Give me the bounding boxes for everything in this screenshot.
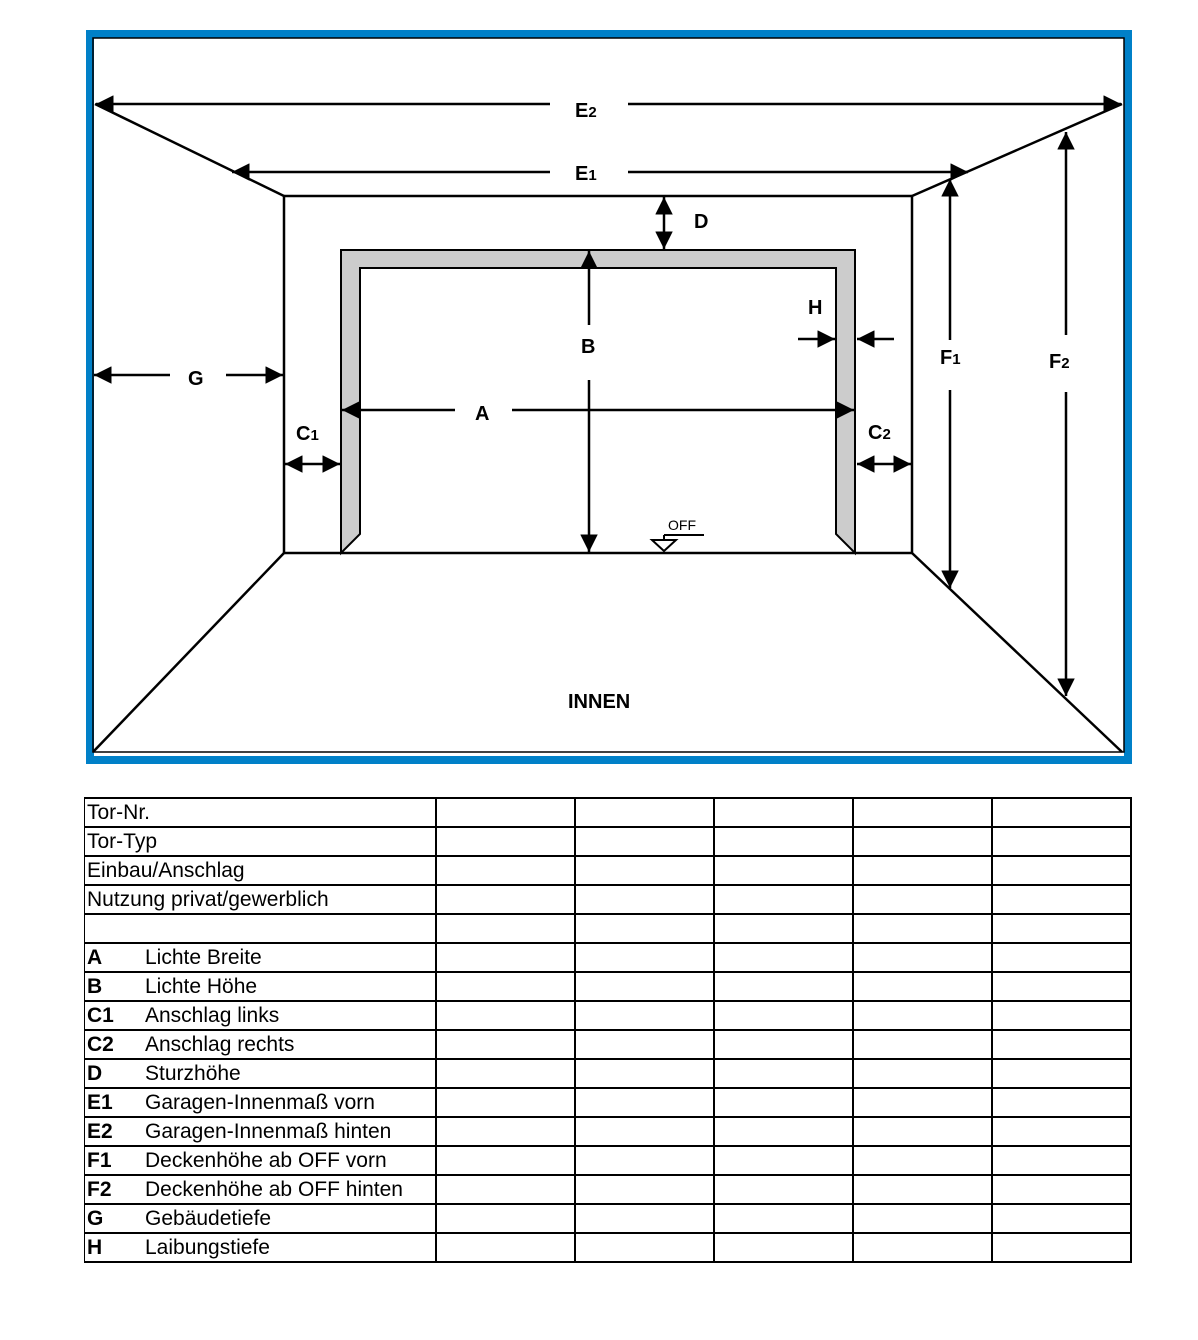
value-cell[interactable] [853,1030,992,1059]
value-cell[interactable] [436,1233,575,1262]
measurement-table [84,797,1132,1263]
row-label-cell [85,856,437,885]
dimension-code: D [87,1062,103,1085]
table-row [85,856,1132,885]
value-cell[interactable] [853,914,992,943]
label-off: OFF [668,517,696,533]
value-cell[interactable] [714,1204,853,1233]
table-row [85,914,1132,943]
value-cell[interactable] [436,972,575,1001]
value-cell[interactable] [714,1175,853,1204]
value-cell[interactable] [853,1059,992,1088]
row-label: Nutzung privat/gewerblich [87,888,329,911]
value-cell[interactable] [853,885,992,914]
label-f1: F1 [940,347,961,369]
value-cell[interactable] [992,856,1131,885]
value-cell[interactable] [436,1204,575,1233]
row-label-cell [85,1001,437,1030]
label-c2: C2 [868,422,891,444]
value-cell[interactable] [436,1175,575,1204]
value-cell[interactable] [853,1117,992,1146]
value-cell[interactable] [714,1001,853,1030]
table-row [85,1088,1132,1117]
value-cell[interactable] [992,827,1131,856]
value-cell[interactable] [714,1030,853,1059]
table-row [85,885,1132,914]
dimension-code: A [87,946,103,969]
dimension-code: H [87,1236,103,1259]
row-label: Garagen-Innenmaß vorn [145,1091,375,1114]
value-cell[interactable] [714,1146,853,1175]
value-cell[interactable] [853,798,992,827]
value-cell[interactable] [436,856,575,885]
value-cell[interactable] [436,1088,575,1117]
value-cell[interactable] [992,914,1131,943]
value-cell[interactable] [992,1146,1131,1175]
value-cell[interactable] [714,798,853,827]
value-cell[interactable] [853,1146,992,1175]
value-cell[interactable] [436,885,575,914]
row-label-cell [85,943,437,972]
value-cell[interactable] [575,1030,714,1059]
value-cell[interactable] [992,1117,1131,1146]
value-cell[interactable] [575,798,714,827]
value-cell[interactable] [436,1030,575,1059]
value-cell[interactable] [714,972,853,1001]
value-cell[interactable] [853,943,992,972]
row-label-cell [85,914,437,943]
value-cell[interactable] [714,1059,853,1088]
value-cell[interactable] [436,1001,575,1030]
value-cell[interactable] [992,798,1131,827]
value-cell[interactable] [992,972,1131,1001]
value-cell[interactable] [853,856,992,885]
row-label: Laibungstiefe [145,1236,270,1259]
row-label: Deckenhöhe ab OFF vorn [145,1149,387,1172]
row-label: Tor-Nr. [87,801,150,824]
row-label: Lichte Höhe [145,975,258,998]
row-label-cell [85,1088,437,1117]
table-row [85,1175,1132,1204]
value-cell[interactable] [436,914,575,943]
row-label-cell [85,1059,437,1088]
row-label: Deckenhöhe ab OFF hinten [145,1178,403,1201]
row-label: Garagen-Innenmaß hinten [145,1120,392,1143]
row-label: Gebäudetiefe [145,1207,272,1230]
row-label-cell [85,1204,437,1233]
row-label: Sturzhöhe [145,1062,241,1085]
label-g: G [188,368,204,390]
value-cell[interactable] [436,943,575,972]
label-f2: F2 [1049,351,1070,373]
value-cell[interactable] [575,1146,714,1175]
value-cell[interactable] [575,1204,714,1233]
value-cell[interactable] [575,1233,714,1262]
row-label: Einbau/Anschlag [87,859,245,882]
label-h: H [808,297,823,319]
value-cell[interactable] [714,943,853,972]
table-row [85,1204,1132,1233]
dimension-code: F1 [87,1149,112,1172]
value-cell[interactable] [992,1059,1131,1088]
value-cell[interactable] [575,856,714,885]
value-cell[interactable] [714,885,853,914]
value-cell[interactable] [714,827,853,856]
dimension-code: E1 [87,1091,113,1114]
label-b: B [581,336,596,358]
value-cell[interactable] [714,856,853,885]
value-cell[interactable] [575,943,714,972]
label-innen: INNEN [568,691,631,713]
label-e1: E1 [575,163,597,185]
value-cell[interactable] [575,827,714,856]
value-cell[interactable] [853,827,992,856]
label-a: A [475,403,490,425]
value-cell[interactable] [436,798,575,827]
table-row [85,827,1132,856]
value-cell[interactable] [714,1088,853,1117]
value-cell[interactable] [853,1001,992,1030]
row-label-cell [85,1175,437,1204]
row-label-cell [85,885,437,914]
table-row [85,1030,1132,1059]
table-row [85,1117,1132,1146]
outer-frame [90,34,1128,760]
dimension-code: G [87,1207,104,1230]
value-cell[interactable] [575,1059,714,1088]
value-cell[interactable] [575,885,714,914]
value-cell[interactable] [992,1233,1131,1262]
row-label-cell [85,1146,437,1175]
value-cell[interactable] [575,914,714,943]
value-cell[interactable] [575,1088,714,1117]
row-label-cell [85,1030,437,1059]
value-cell[interactable] [575,1001,714,1030]
table-row [85,943,1132,972]
row-label-cell [85,1233,437,1262]
row-label: Anschlag rechts [145,1033,295,1056]
table-row [85,972,1132,1001]
value-cell[interactable] [853,1204,992,1233]
value-cell[interactable] [992,1030,1131,1059]
value-cell[interactable] [575,972,714,1001]
row-label-cell [85,972,437,1001]
value-cell[interactable] [992,1175,1131,1204]
value-cell[interactable] [714,1233,853,1262]
label-e2: E2 [575,100,597,122]
value-cell[interactable] [992,1088,1131,1117]
table-row [85,1233,1132,1262]
value-cell[interactable] [853,1088,992,1117]
value-cell[interactable] [853,972,992,1001]
value-cell[interactable] [992,1001,1131,1030]
value-cell[interactable] [436,1146,575,1175]
value-cell[interactable] [714,1117,853,1146]
value-cell[interactable] [436,827,575,856]
table-row [85,1059,1132,1088]
value-cell[interactable] [853,1233,992,1262]
value-cell[interactable] [436,1117,575,1146]
row-label-cell [85,798,437,827]
value-cell[interactable] [575,1175,714,1204]
row-label-cell [85,827,437,856]
value-cell[interactable] [992,1204,1131,1233]
value-cell[interactable] [992,885,1131,914]
row-label: Tor-Typ [87,830,158,853]
value-cell[interactable] [714,914,853,943]
value-cell[interactable] [992,943,1131,972]
table-row [85,798,1132,827]
dimension-code: F2 [87,1178,112,1201]
value-cell[interactable] [575,1117,714,1146]
row-label: Lichte Breite [145,946,262,969]
row-label-cell [85,1117,437,1146]
row-label: Anschlag links [145,1004,280,1027]
dimension-code: C2 [87,1033,114,1056]
dimension-code: E2 [87,1120,113,1143]
value-cell[interactable] [436,1059,575,1088]
label-d: D [694,211,709,233]
table-row [85,1146,1132,1175]
dimension-code: B [87,975,103,998]
label-c1: C1 [296,423,319,445]
value-cell[interactable] [853,1175,992,1204]
dimension-code: C1 [87,1004,114,1027]
table-row [85,1001,1132,1030]
